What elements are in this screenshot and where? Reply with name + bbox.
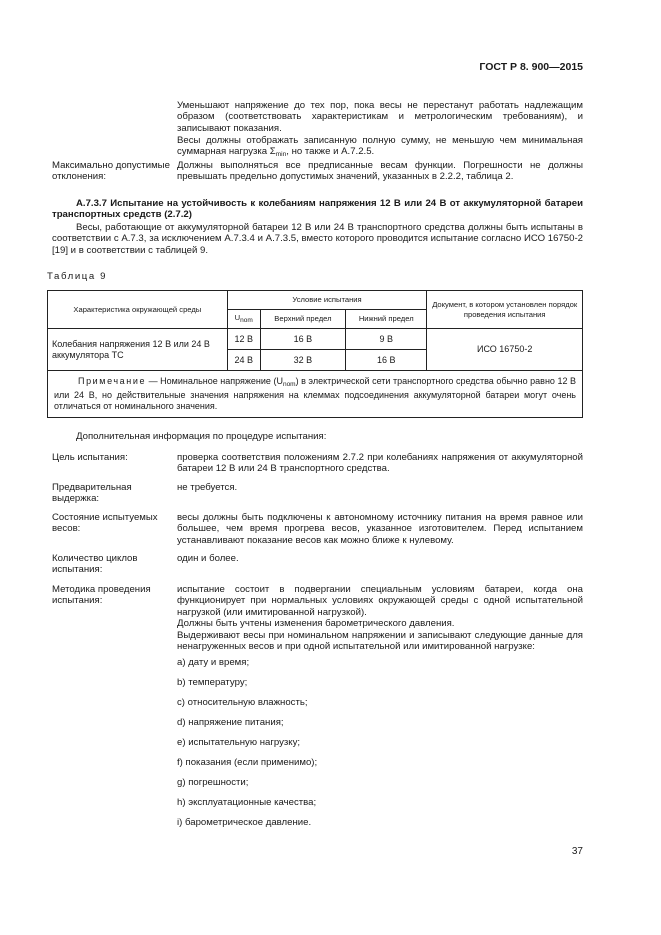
list-item: h) эксплуатационные качества; — [177, 797, 317, 808]
method-text — [177, 584, 583, 652]
cell-upper-1: 16 В — [260, 329, 345, 350]
sum-paragraph — [177, 135, 583, 161]
document-header: ГОСТ Р 8. 900—2015 — [479, 61, 583, 73]
list-item: b) температуру; — [177, 677, 248, 688]
purpose-text: проверка соответствия положениям 2.7.2 при колебаниях напряжения от аккумуляторной батареи 12 В или 24 В транспортного средства. — [177, 452, 583, 475]
section-heading: А.7.3.7 Испытание на устойчивость к колебаниям напряжения 12 В или 24 В от аккумуляторной батареи транспортных средств (2.7.2) — [52, 198, 583, 221]
condition-text: весы должны быть подключены к автономному источнику питания на время равное или большее, чем время прогрева весов, указанное изготовителем. Перед испытанием устанавливают показание весов как можно ближе к нулевому. — [177, 512, 583, 546]
list-item: g) погрешности; — [177, 777, 249, 788]
reduce-voltage-paragraph: Уменьшают напряжение до тех пор, пока весы не перестанут работать надлежащим образом (соответствовать характеристикам и метрологическим требованиям), и записывают показания. — [177, 100, 583, 134]
method-label: Методика проведения испытания: — [52, 584, 151, 607]
list-item: f) показания (если применимо); — [177, 757, 318, 768]
sum-text-end: , но также и А.7.2.5. — [286, 146, 375, 158]
list-item: i) барометрическое давление. — [177, 817, 312, 828]
list-item: c) относительную влажность; — [177, 697, 308, 708]
condition-label: Состояние испытуемых весов: — [52, 512, 158, 535]
note-label: Примечание — [78, 376, 147, 386]
cell-document: ИСО 16750-2 — [427, 329, 583, 371]
header-unom — [227, 310, 260, 329]
cell-unom-2: 24 В — [227, 350, 260, 371]
note-subscript: nom — [282, 381, 296, 388]
note-text-a: — Номинальное напряжение (U — [146, 376, 283, 386]
header-lower-limit: Нижний предел — [346, 310, 427, 329]
list-item: e) испытательную нагрузку; — [177, 737, 301, 748]
note-text-b: ) в электрической сети транспортного средства обычно равно 12 В или 24 В, но действительные значения напряжения на клеммах подсоединения аккумуляторной батареи могут очень отличаться от номинального значения. — [54, 376, 576, 411]
preconditioning-text: не требуется. — [177, 482, 238, 493]
sum-text-start: Весы должны отображать записанную полную сумму, не меньшую чем минимальная суммарная нагрузка Σ — [177, 135, 583, 158]
list-item: d) напряжение питания; — [177, 717, 284, 728]
unom-letter: U — [234, 312, 241, 322]
cycles-text: один и более. — [177, 553, 239, 564]
cell-upper-2: 32 В — [260, 350, 345, 371]
preconditioning-label: Предварительная выдержка: — [52, 482, 132, 505]
purpose-label: Цель испытания: — [52, 452, 128, 463]
header-document: Документ, в котором установлен порядок проведения испытания — [427, 291, 583, 329]
cell-lower-2: 16 В — [346, 350, 427, 371]
info-intro: Дополнительная информация по процедуре испытания: — [76, 431, 327, 442]
method-text-3: Выдерживают весы при номинальном напряжении и записывают следующие данные для ненагруженных весов и при одной испытательной или имитированной нагрузке: — [177, 629, 583, 653]
header-upper-limit: Верхний предел — [260, 310, 345, 329]
table-9 — [47, 290, 583, 418]
row-label: Колебания напряжения 12 В или 24 В аккумулятора ТС — [48, 329, 228, 371]
method-text-1: испытание состоит в подвергании специальным условиям батареи, когда она функционирует при нормальных условиях окружающей среды с одной испытательной нагрузкой (или имитированной нагрузкой). — [177, 584, 583, 618]
cell-lower-1: 9 В — [346, 329, 427, 350]
sum-subscript: min — [275, 151, 287, 159]
header-conditions: Условие испытания — [227, 291, 427, 310]
table-note — [48, 371, 583, 418]
max-deviation-text: Должны выполняться все предписанные весам функции. Погрешности не должны превышать предельно допустимых значений, указанных в 2.2.2, таблица 2. — [177, 160, 583, 183]
page-number: 37 — [571, 846, 583, 857]
cycles-label: Количество циклов испытания: — [52, 553, 138, 576]
method-text-2: Должны быть учтены изменения барометрического давления. — [177, 618, 455, 630]
table-caption: Таблица 9 — [47, 271, 108, 282]
max-deviation-label: Максимально допустимые отклонения: — [52, 160, 170, 183]
header-environment: Характеристика окружающей среды — [48, 291, 228, 329]
section-body: Весы, работающие от аккумуляторной батареи 12 В или 24 В транспортного средства должны быть испытаны в соответствии с А.7.3, за исключением А.7.3.4 и А.7.3.5, вместо которого проводится испытание согласно ИСО 16750-2 [19] и в соответствии с таблицей 9. — [52, 222, 583, 256]
list-item: a) дату и время; — [177, 657, 250, 668]
cell-unom-1: 12 В — [227, 329, 260, 350]
unom-subscript: nom — [240, 316, 253, 324]
